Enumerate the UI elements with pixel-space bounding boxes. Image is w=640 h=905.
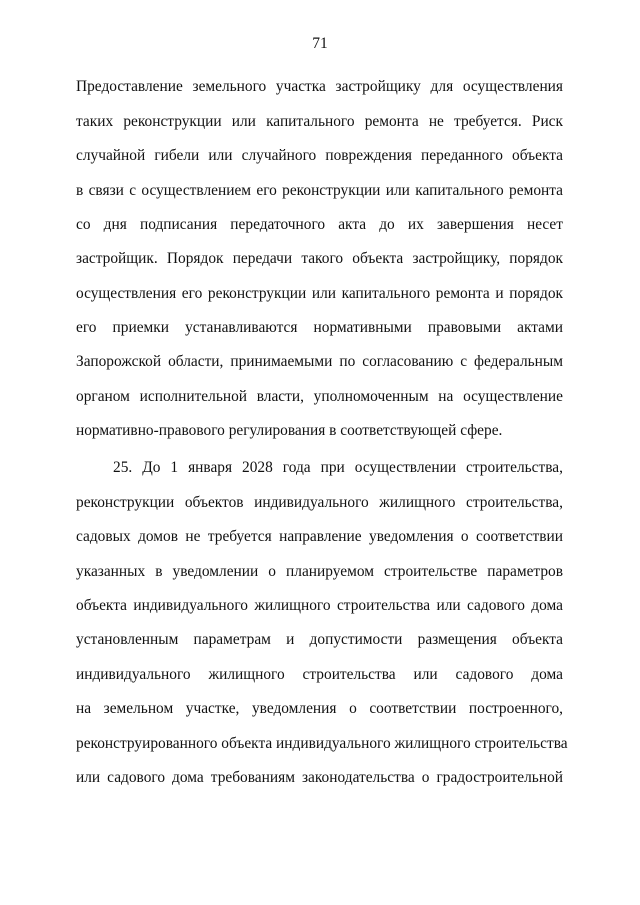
text-line: индивидуального жилищного строительства или садового дома bbox=[76, 666, 563, 683]
text-line: садовых домов не требуется направление уведомления о соответствии bbox=[76, 528, 563, 545]
text-line: реконструкции объектов индивидуального жилищного строительства, bbox=[76, 494, 563, 511]
text-line: реконструированного объекта индивидуального жилищного строительства bbox=[76, 735, 568, 752]
text-line: Предоставление земельного участка застройщику для осуществления bbox=[76, 78, 563, 95]
text-line: объекта индивидуального жилищного строительства или садового дома bbox=[76, 597, 563, 614]
text-line: на земельном участке, уведомления о соответствии построенного, bbox=[76, 700, 563, 717]
text-line: осуществления его реконструкции или капитального ремонта и порядок bbox=[76, 285, 563, 302]
text-line: случайной гибели или случайного повреждения переданного объекта bbox=[76, 147, 563, 164]
text-line: его приемки устанавливаются нормативными правовыми актами bbox=[76, 319, 563, 336]
text-line: или садового дома требованиям законодательства о градостроительной bbox=[76, 769, 563, 786]
text-line: установленным параметрам и допустимости размещения объекта bbox=[76, 631, 563, 648]
text-line: органом исполнительной власти, уполномоченным на осуществление bbox=[76, 388, 563, 405]
paragraph-start-line: 25. До 1 января 2028 года при осуществлении строительства, bbox=[113, 459, 563, 476]
text-line: Запорожской области, принимаемыми по согласованию с федеральным bbox=[76, 353, 563, 370]
text-line: в связи с осуществлением его реконструкции или капитального ремонта bbox=[76, 182, 563, 199]
text-line: нормативно-правового регулирования в соответствующей сфере. bbox=[76, 422, 503, 439]
text-line: указанных в уведомлении о планируемом строительстве параметров bbox=[76, 563, 563, 580]
page-number: 71 bbox=[312, 35, 328, 52]
text-line: застройщик. Порядок передачи такого объекта застройщику, порядок bbox=[76, 250, 563, 267]
text-line: таких реконструкции или капитального ремонта не требуется. Риск bbox=[76, 113, 563, 130]
text-line: со дня подписания передаточного акта до их завершения несет bbox=[76, 216, 563, 233]
